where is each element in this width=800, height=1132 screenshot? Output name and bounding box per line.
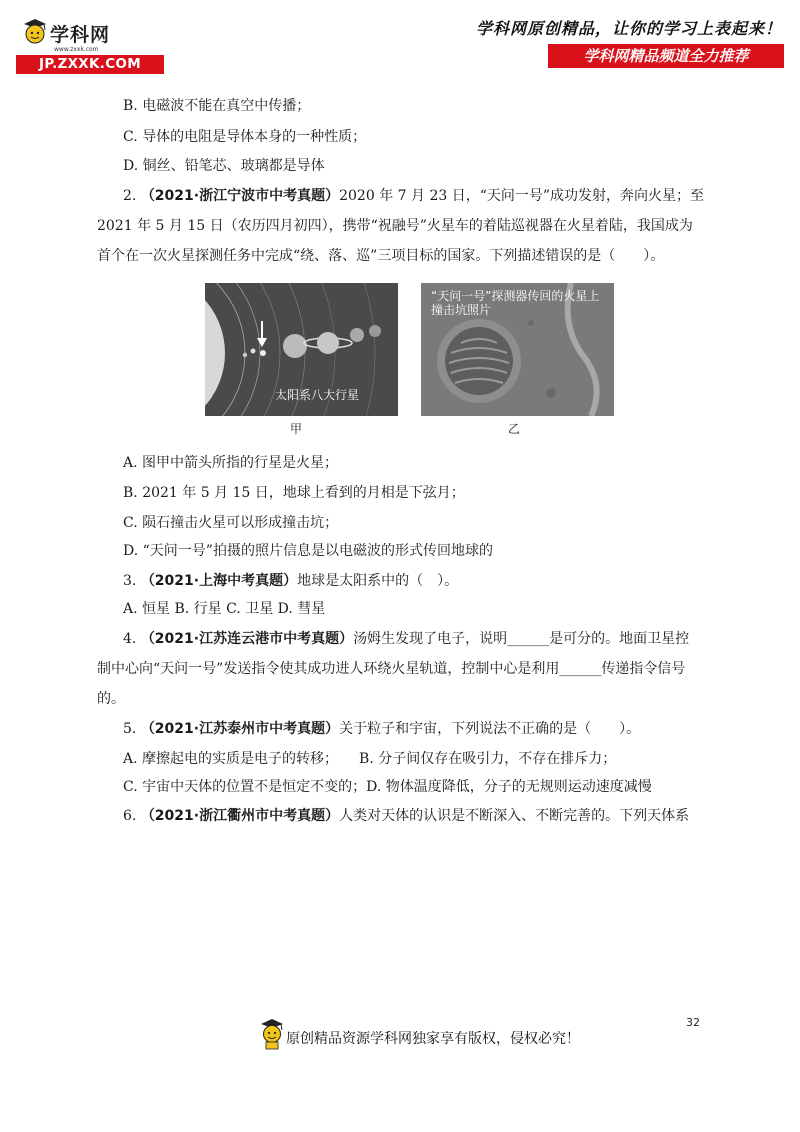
q6-number: 6. (123, 808, 137, 824)
page-number: 32 (686, 1016, 700, 1029)
q3-line-1 (123, 571, 458, 591)
mars-crater-image (421, 283, 614, 416)
q5-number: 5. (123, 721, 137, 737)
zxxk-logo[interactable] (10, 12, 160, 74)
solar-system-image (205, 283, 398, 416)
header-slogan: 学科网原创精品，让你的学习上表起来！ (475, 19, 782, 38)
q2-line-3: 首个在一次火星探测任务中完成“绕、落、巡”三项目标的国家。下列描述错误的是（ ）。 (97, 248, 665, 264)
q2-number: 2. (123, 188, 137, 204)
mascot-icon (20, 16, 50, 46)
q3-text: 地球是太阳系中的（ ）。 (297, 573, 459, 589)
logo-url-bar[interactable]: JP.ZXXK.COM (16, 55, 164, 74)
q5-text: 关于粒子和宇宙，下列说法不正确的是（ ）。 (339, 721, 641, 737)
q3-number: 3. (123, 573, 137, 589)
q4-source: （2021·江苏连云港市中考真题） (140, 631, 354, 647)
q3-source: （2021·上海中考真题） (140, 573, 298, 589)
q2-option-a: A. 图甲中箭头所指的行星是火星； (123, 455, 339, 471)
fig1-caption: 太阳系八大行星 (275, 388, 360, 402)
q2-text-1: 2020 年 7 月 23 日，“天问一号”成功发射，奔向火星；至 (339, 188, 705, 204)
q6-line-1 (123, 806, 689, 826)
q5-options-ab: A. 摩擦起电的实质是电子的转移； B. 分子间仅存在吸引力，不存在排斥力； (123, 751, 617, 767)
logo-title: 学科网 (50, 24, 111, 46)
q5-options-cd: C. 宇宙中天体的位置不是恒定不变的；D. 物体温度降低，分子的无规则运动速度减慢 (123, 779, 652, 795)
fig1-label: 甲 (290, 422, 303, 436)
q5-source: （2021·江苏泰州市中考真题） (140, 721, 340, 737)
q2-source: （2021·浙江宁波市中考真题） (140, 188, 340, 204)
header-slogan-bar: 学科网精品频道全力推荐 (548, 44, 784, 68)
q2-option-d: D. “天问一号”拍摄的照片信息是以电磁波的形式传回地球的 (123, 543, 493, 559)
q2-option-c: C. 陨石撞击火星可以形成撞击坑； (123, 515, 339, 531)
q5-line-1 (123, 719, 640, 739)
fig2-caption-line-1: “天问一号”探测器传回的火星上 (431, 289, 600, 303)
q4-line-3: 的。 (97, 691, 125, 707)
q2-line-1 (123, 186, 704, 206)
fig2-label: 乙 (508, 422, 521, 436)
q1-option-b: B. 电磁波不能在真空中传播； (123, 98, 311, 114)
q1-option-c: C. 导体的电阻是导体本身的一种性质； (123, 129, 367, 145)
page-header (0, 0, 800, 80)
q4-text-1: 汤姆生发现了电子，说明______是可分的。地面卫星控 (353, 631, 690, 647)
page-footer (0, 1010, 800, 1070)
q2-line-2: 2021 年 5 月 15 日（农历四月初四），携带“祝融号”火星车的着陆巡视器在火星着陆，我国成为 (97, 218, 693, 234)
q2-figures (200, 283, 620, 436)
q4-line-2: 制中心向“天问一号”发送指令使其成功进人环绕火星轨道，控制中心是利用______传递指令信号 (97, 661, 686, 677)
copyright-notice: 原创精品资源学科网独家享有版权，侵权必究！ (286, 1031, 580, 1047)
q4-line-1 (123, 629, 689, 649)
mascot-icon (258, 1016, 286, 1050)
q6-source: （2021·浙江衢州市中考真题） (140, 808, 340, 824)
fig2-caption-line-2: 撞击坑照片 (431, 303, 492, 317)
q6-text: 人类对天体的认识是不断深入、不断完善的。下列天体系 (339, 808, 690, 824)
q4-number: 4. (123, 631, 137, 647)
q3-options: A. 恒星 B. 行星 C. 卫星 D. 彗星 (123, 601, 326, 617)
logo-subtitle: www.zxxk.com (54, 46, 99, 53)
q2-option-b: B. 2021 年 5 月 15 日，地球上看到的月相是下弦月； (123, 485, 465, 501)
q1-option-d: D. 铜丝、铅笔芯、玻璃都是导体 (123, 158, 325, 174)
